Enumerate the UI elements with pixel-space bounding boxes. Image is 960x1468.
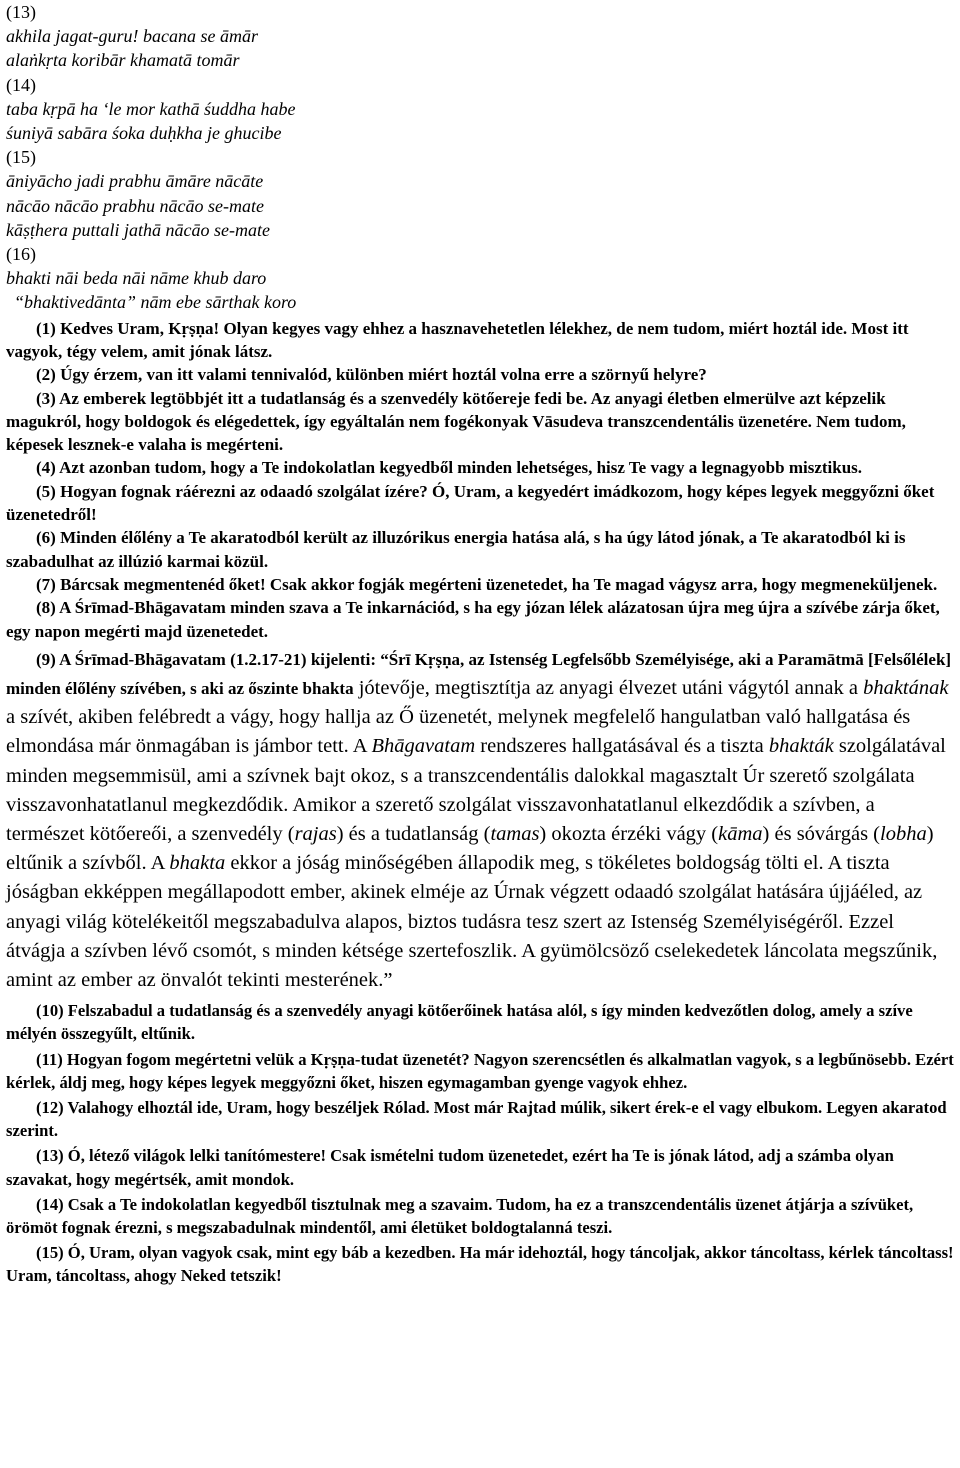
verse-line: nācāo nācāo prabhu nācāo se-mate	[6, 195, 264, 216]
verse-line: “bhaktivedānta” nām ebe sārthak koro	[14, 292, 297, 313]
purport-italic: lobha	[880, 823, 927, 846]
verse-line: āniyācho jadi prabhu āmāre nācāte	[6, 171, 264, 192]
verse-line: alaṅkṛta koribār khamatā tomār	[6, 50, 240, 71]
translation-paragraph-5: (5) Hogyan fognak ráérezni az odaadó szolgálat ízére? Ó, Uram, a kegyedért imádkozom, hogy képes legyek meggyőzni őket üzenetedről!	[6, 481, 935, 525]
purport-italic: Bhāgavatam	[371, 735, 476, 758]
translation-paragraph-13: (13) Ó, létező világok lelki tanítómestere! Csak ismételni tudom üzenetedet, ezért ha Te is jónak látod, adj a számba olyan szavakat, hogy megértsék, amit mondok.	[6, 1146, 894, 1189]
purport-text: ) eltűnik a szívből. A	[6, 823, 934, 875]
purport-italic: bhakta	[169, 852, 226, 875]
purport-text: a szívét, akiben felébredt a vágy, hogy hallja az Ő üzenetét, melynek megfelelő hangulatban való hallgatása és elmondása már önmagában is jámbor tett. A	[6, 706, 911, 758]
verse-number: (14)	[6, 74, 36, 95]
verse-number: (13)	[6, 2, 36, 22]
purport-italic: bhaktának	[863, 677, 949, 699]
purport-text: jótevője, megtisztítja az anyagi élvezet utáni vágytól annak a	[353, 677, 864, 699]
translation-paragraph-14: (14) Csak a Te indokolatlan kegyedből tisztulnak meg a szavaim. Tudom, ha ez a transzcendentális üzenet átjárja a szívüket, örömöt fognak érezni, s megszabadulnak mindentől, ami életüket boldogtalanná teszi.	[6, 1194, 914, 1238]
purport-italic: kāma	[718, 823, 763, 846]
translation-paragraph-4: (4) Azt azonban tudom, hogy a Te indokolatlan kegyedből minden lehetséges, hisz Te vagy a legnagyobb misztikus.	[36, 458, 863, 478]
translation-block	[6, 317, 956, 643]
purport-text: szolgálatával minden megsemmisül, ami a szívnek bajt okoz, s a transzcendentális dalokkal magasztalt Úr szerető szolgálata visszavonhatatlanul megkezdődik. Amikor a szerető szolgálat visszavonhatatlanul elkezdődik a szívben, a természet kötőereői, a szenvedély (	[6, 735, 946, 846]
translation-paragraph-6: (6) Minden élőlény a Te akaratodból került az illuzórikus energia hatása alá, s ha úgy látod jónak, a Te akaratodból ki is szabadulhat az illúzió karmai közül.	[6, 528, 906, 571]
purport-text: rendszeres hallgatásával és a tiszta	[475, 735, 769, 758]
verse-block	[6, 0, 956, 315]
translation-paragraph-3: (3) Az emberek legtöbbjét itt a tudatlanság és a szenvedély kötőereje fedi be. Az anyagi életben elmerülve azt képzelik magukról, hogy boldogok és elégedettek, így egyáltalán nem fogékonyak Vāsudeva transzcendentális üzenetére. Nem tudom, képesek lesznek-e valaha is megérteni.	[6, 388, 906, 455]
verse-line: bhakti nāi beda nāi nāme khub daro	[6, 268, 267, 289]
verse-line: śuniyā sabāra śoka duḥkha je ghucibe	[6, 123, 282, 144]
verse-number: (16)	[6, 244, 36, 265]
purport-italic: rajas	[294, 823, 337, 846]
purport-text: ) és sóvárgás (	[762, 823, 881, 846]
purport-text: ) és a tudatlanság (	[336, 823, 491, 846]
translation-paragraph-2: (2) Úgy érzem, van itt valami tennivalód, különben miért hoztál volna erre a szörnyű helyre?	[36, 365, 707, 385]
purport-text: ekkor a jóság minőségében állapodik meg, s tökéletes boldogság tölti el. A tiszta jóságban ekképpen megállapodott ember, akinek elméje az Úrnak végzett odaadó szolgálat hatására újjáéled, az anyagi világ kötelékeitől megszabadulva alapos, biztos tudásra tesz szert az Istenség Személyiségéről. Ezzel átvágja a szívben lévő csomót, s minden kétsége szertefoszlik. A gyümölcsöző cselekedetek láncolata megszűnik, amint az ember az önvalót tekinti mesterének.”	[6, 852, 938, 992]
verse-line: kāṣṭhera puttali jathā nācāo se-mate	[6, 219, 270, 240]
purport-italic: tamas	[490, 823, 540, 846]
translation-paragraph-1: (1) Kedves Uram, Kṛṣṇa! Olyan kegyes vagy ehhez a hasznavehetetlen lélekhez, de nem tudom, miért hoztál ide. Most itt vagyok, tégy velem, amit jónak látsz.	[6, 318, 909, 361]
purport-italic: bhakták	[768, 735, 834, 758]
translation-paragraph-8: (8) A Śrīmad-Bhāgavatam minden szava a Te inkarnációd, s ha egy józan lélek alázatosan újra meg újra a szívébe zárja őket, egy napon megérti majd üzenetedet.	[6, 598, 940, 641]
verse-line: taba kṛpā ha ‘le mor kathā śuddha habe	[6, 98, 296, 119]
verse-number: (15)	[6, 147, 36, 168]
translation-paragraph-7: (7) Bárcsak megmentenéd őket! Csak akkor fogják megérteni üzenetedet, ha Te magad vágysz arra, hogy megmeneküljenek.	[36, 574, 938, 594]
translation-paragraph-11: (11) Hogyan fogom megértetni velük a Kṛṣṇa-tudat üzenetét? Nagyon szerencsétlen és alkalmatlan vagyok, s a legbűnösebb. Ezért kérlek, áldj meg, hogy képes legyek meggyőzni őket, hiszen egymagamban gyenge vagyok ehhez.	[6, 1049, 954, 1092]
verse-line: akhila jagat-guru! bacana se āmār	[6, 26, 258, 47]
translation-paragraph-10: (10) Felszabadul a tudatlanság és a szenvedély anyagi kötőerőinek hatása alól, s így minden kedvezőtlen dolog, amely a szíve mélyén összegyűlt, eltűnik.	[6, 1001, 913, 1044]
purport-bold-intro: (9) A Śrīmad-Bhāgavatam (1.2.17-21) kijelenti: “Śrī Kṛṣṇa, az Istenség Legfelsőbb Személyisége, aki a Paramātmā [Felsőlélek] minden élőlény szívében, s aki az őszinte bhakta	[6, 649, 952, 698]
purport-text: ) okozta érzéki vágy (	[539, 823, 719, 846]
translation-paragraph-15: (15) Ó, Uram, olyan vagyok csak, mint egy báb a kezedben. Ha már idehoztál, hogy táncoljak, akkor táncoltass, kérlek táncoltass! Uram, táncoltass, ahogy Neked tetszik!	[6, 1243, 954, 1286]
document-page	[6, 0, 956, 1290]
translation-block-2	[6, 999, 956, 1287]
translation-paragraph-12: (12) Valahogy elhoztál ide, Uram, hogy beszéljek Rólad. Most már Rajtad múlik, sikert érek-e el vagy elbukom. Legyen akaratod szerint.	[6, 1098, 947, 1141]
purport-paragraph	[6, 645, 956, 995]
